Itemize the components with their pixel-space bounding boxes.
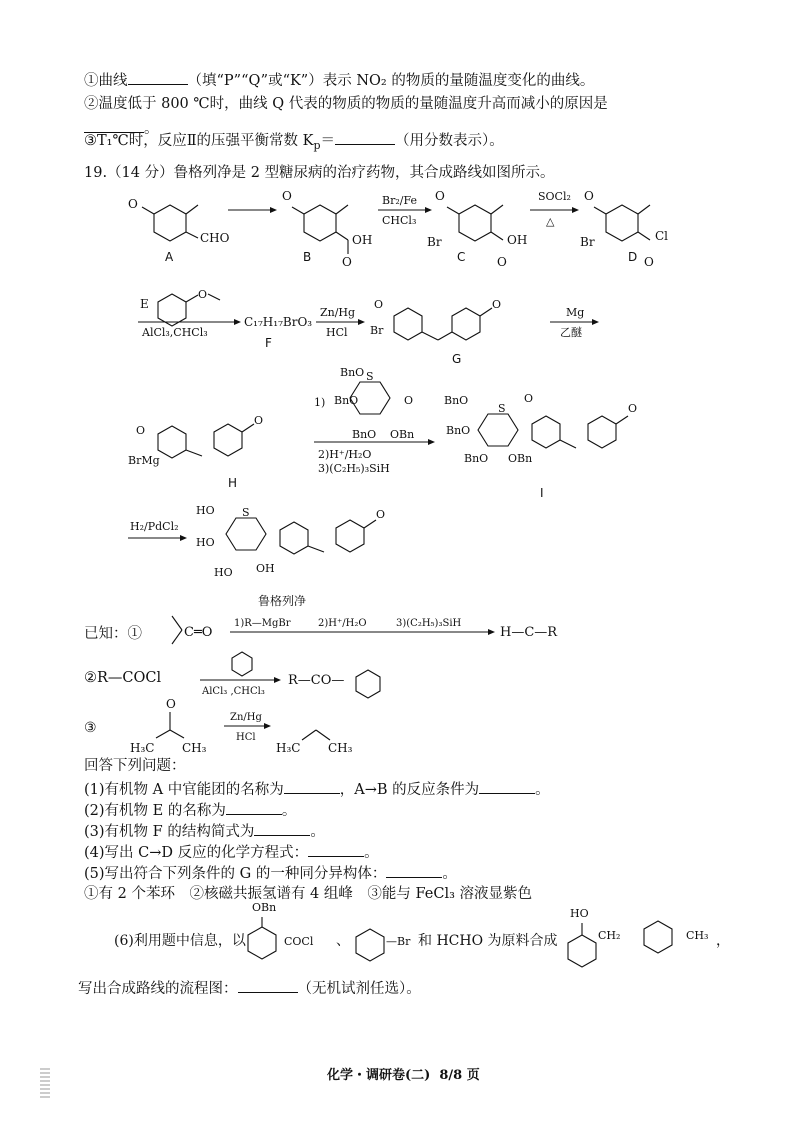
svg-text:O: O: [254, 414, 264, 427]
svg-text:CH₂: CH₂: [598, 929, 621, 942]
question-5: (5)写出符合下列条件的 G 的一种同分异构体： 。: [84, 863, 457, 884]
question-1: (1)有机物 A 中官能团的名称为 ，A→B 的反应条件为 。: [84, 779, 550, 800]
svg-text:BnO: BnO: [334, 394, 359, 407]
svg-text:S: S: [498, 402, 506, 415]
svg-text:(6)利用题中信息，以: (6)利用题中信息，以: [114, 933, 246, 949]
label-h: H: [228, 476, 238, 490]
svg-text:AlCl₃,CHCl₃: AlCl₃,CHCl₃: [142, 326, 208, 339]
svg-text:1): 1): [314, 396, 326, 409]
compound-d-structure: [580, 189, 668, 269]
scheme-row-4: [126, 496, 466, 586]
svg-text:BrMg: BrMg: [128, 454, 160, 467]
compound-g-structure: [370, 298, 501, 340]
svg-text:HO: HO: [196, 536, 215, 549]
svg-text:H₃C: H₃C: [130, 741, 155, 755]
compound-c-structure: [427, 189, 527, 269]
scheme-row-2: [130, 280, 610, 360]
svg-text:CHO: CHO: [200, 231, 230, 245]
q18-item-2-cont: 。: [84, 118, 159, 139]
compound-h-structure: [128, 414, 263, 467]
svg-text:AlCl₃ ,CHCl₃: AlCl₃ ,CHCl₃: [202, 686, 265, 697]
svg-text:E: E: [140, 297, 149, 311]
answer-blank[interactable]: [386, 863, 442, 878]
question-6-row: [84, 895, 764, 985]
label-b: B: [303, 250, 312, 264]
question-6-tail: 写出合成路线的流程图： （无机试剂任选）。: [78, 978, 421, 999]
svg-text:O: O: [492, 298, 502, 311]
q18-item-1: ①曲线 （填“P”“Q”或“K”）表示 NO₂ 的物质的量随温度变化的曲线。: [84, 70, 594, 91]
svg-text:—Br: —Br: [386, 935, 411, 948]
svg-text:R—CO—: R—CO—: [288, 673, 345, 688]
answer-blank[interactable]: [284, 779, 340, 794]
svg-text:CH₃: CH₃: [686, 929, 709, 942]
svg-text:BnO: BnO: [444, 394, 469, 407]
answer-blank[interactable]: [479, 779, 535, 794]
svg-text:C═O: C═O: [184, 625, 213, 640]
svg-text:O: O: [628, 402, 638, 415]
svg-text:H₃C: H₃C: [276, 741, 301, 755]
svg-text:Br: Br: [580, 235, 595, 249]
svg-text:CH₃: CH₃: [328, 741, 353, 755]
product-structure: [196, 504, 385, 579]
svg-text:O: O: [374, 298, 384, 311]
known-1-scheme: [168, 612, 588, 652]
label-product: 鲁格列净: [258, 594, 307, 608]
svg-text:3)(C₂H₅)₃SiH: 3)(C₂H₅)₃SiH: [318, 462, 390, 475]
svg-text:Zn/Hg: Zn/Hg: [320, 306, 356, 319]
svg-text:和 HCHO 为原料合成: 和 HCHO 为原料合成: [418, 933, 558, 949]
svg-text:2)H⁺/H₂O: 2)H⁺/H₂O: [318, 448, 372, 461]
svg-text:、: 、: [336, 933, 350, 949]
question-3: (3)有机物 F 的结构简式为 。: [84, 821, 325, 842]
question-5-conditions: ①有 2 个苯环 ②核磁共振氢谱有 4 组峰 ③能与 FeCl₃ 溶液显紫色: [84, 886, 532, 902]
svg-text:O: O: [166, 697, 176, 711]
svg-text:O: O: [584, 189, 594, 203]
label-d: D: [628, 250, 638, 264]
svg-text:O: O: [282, 189, 292, 203]
scheme-row-1: [120, 180, 680, 270]
known-3-scheme: [84, 696, 384, 756]
compound-a-structure: [128, 197, 230, 245]
svg-text:BnO: BnO: [352, 428, 377, 441]
svg-text:O: O: [136, 424, 146, 437]
svg-text:O: O: [128, 197, 138, 211]
thiolactone-structure: [334, 368, 414, 441]
svg-text:O: O: [524, 392, 534, 405]
page-footer: 化学・调研卷(二) 8/8 页: [327, 1068, 480, 1083]
svg-text:Cl: Cl: [655, 229, 669, 243]
svg-text:Zn/Hg: Zn/Hg: [230, 712, 262, 723]
question-4: (4)写出 C→D 反应的化学方程式： 。: [84, 842, 379, 863]
svg-text:Mg: Mg: [566, 306, 585, 319]
svg-text:OH: OH: [352, 233, 373, 247]
compound-i-structure: [444, 392, 637, 465]
known-title: 已知：①: [84, 626, 142, 642]
answer-blank[interactable]: [308, 842, 364, 857]
svg-text:OBn: OBn: [508, 452, 533, 465]
svg-text:1)R—MgBr: 1)R—MgBr: [234, 618, 291, 629]
label-f: F: [265, 336, 272, 350]
svg-text:C₁₇H₁₇BrO₃: C₁₇H₁₇BrO₃: [244, 315, 313, 329]
svg-text:，: ，: [716, 933, 730, 949]
svg-text:BnO: BnO: [446, 424, 471, 437]
svg-text:HO: HO: [570, 907, 589, 920]
known-2: ②R—COCl: [84, 670, 162, 686]
label-c: C: [457, 250, 466, 264]
svg-text:O: O: [376, 508, 386, 521]
known-2-scheme: [196, 650, 396, 700]
svg-text:COCl: COCl: [284, 935, 314, 948]
svg-text:Br₂/Fe: Br₂/Fe: [382, 194, 417, 207]
scan-mark: [40, 1068, 50, 1098]
answer-blank[interactable]: [238, 978, 298, 993]
question-2: (2)有机物 E 的名称为 。: [84, 800, 296, 821]
svg-text:H₂/PdCl₂: H₂/PdCl₂: [130, 520, 179, 533]
svg-text:△: △: [546, 215, 555, 228]
svg-text:Br: Br: [370, 324, 384, 337]
q18-item-2: ②温度低于 800 ℃时，曲线 Q 代表的物质的物质的量随温度升高而减小的原因是: [84, 96, 608, 112]
svg-text:O: O: [435, 189, 445, 203]
svg-text:Br: Br: [427, 235, 442, 249]
svg-text:O: O: [198, 288, 208, 301]
svg-text:HCl: HCl: [326, 326, 348, 339]
svg-text:S: S: [366, 370, 374, 383]
svg-text:乙醚: 乙醚: [560, 326, 582, 339]
svg-text:O: O: [644, 255, 654, 269]
svg-text:HO: HO: [214, 566, 233, 579]
svg-text:OBn: OBn: [252, 901, 277, 914]
svg-text:S: S: [242, 506, 250, 519]
compound-b-structure: [282, 189, 372, 269]
svg-text:SOCl₂: SOCl₂: [538, 190, 571, 203]
answer-blank[interactable]: [226, 800, 282, 815]
svg-text:BnO: BnO: [464, 452, 489, 465]
svg-text:3)(C₂H₅)₃SiH: 3)(C₂H₅)₃SiH: [396, 618, 462, 629]
q19-intro: 19.（14 分）鲁格列净是 2 型糖尿病的治疗药物，其合成路线如图所示。: [84, 165, 555, 181]
label-g: G: [452, 352, 462, 366]
answer-blank[interactable]: [335, 130, 395, 145]
svg-text:OBn: OBn: [390, 428, 415, 441]
svg-text:③: ③: [84, 720, 97, 736]
label-a: A: [165, 250, 174, 264]
svg-text:BnO: BnO: [340, 368, 365, 379]
answer-blank[interactable]: [254, 821, 310, 836]
answer-blank[interactable]: [128, 70, 188, 85]
svg-text:OH: OH: [507, 233, 528, 247]
q18-item-3: ③T₁℃时，反应Ⅱ的压强平衡常数 $K_p=$ （用分数表示）。: [84, 130, 504, 156]
questions-title: 回答下列问题：: [84, 758, 186, 774]
svg-text:CH₃: CH₃: [182, 741, 207, 755]
svg-text:O: O: [404, 394, 414, 407]
svg-text:HCl: HCl: [236, 732, 256, 743]
svg-text:H—C—R: H—C—R: [500, 625, 558, 640]
svg-text:O: O: [342, 255, 352, 269]
svg-text:O: O: [497, 255, 507, 269]
svg-text:2)H⁺/H₂O: 2)H⁺/H₂O: [318, 618, 367, 629]
svg-text:CHCl₃: CHCl₃: [382, 214, 417, 227]
svg-text:OH: OH: [256, 562, 275, 575]
scheme-row-3: [128, 368, 708, 488]
label-i: I: [540, 486, 544, 500]
svg-text:HO: HO: [196, 504, 215, 517]
compound-e-structure: [158, 288, 220, 326]
